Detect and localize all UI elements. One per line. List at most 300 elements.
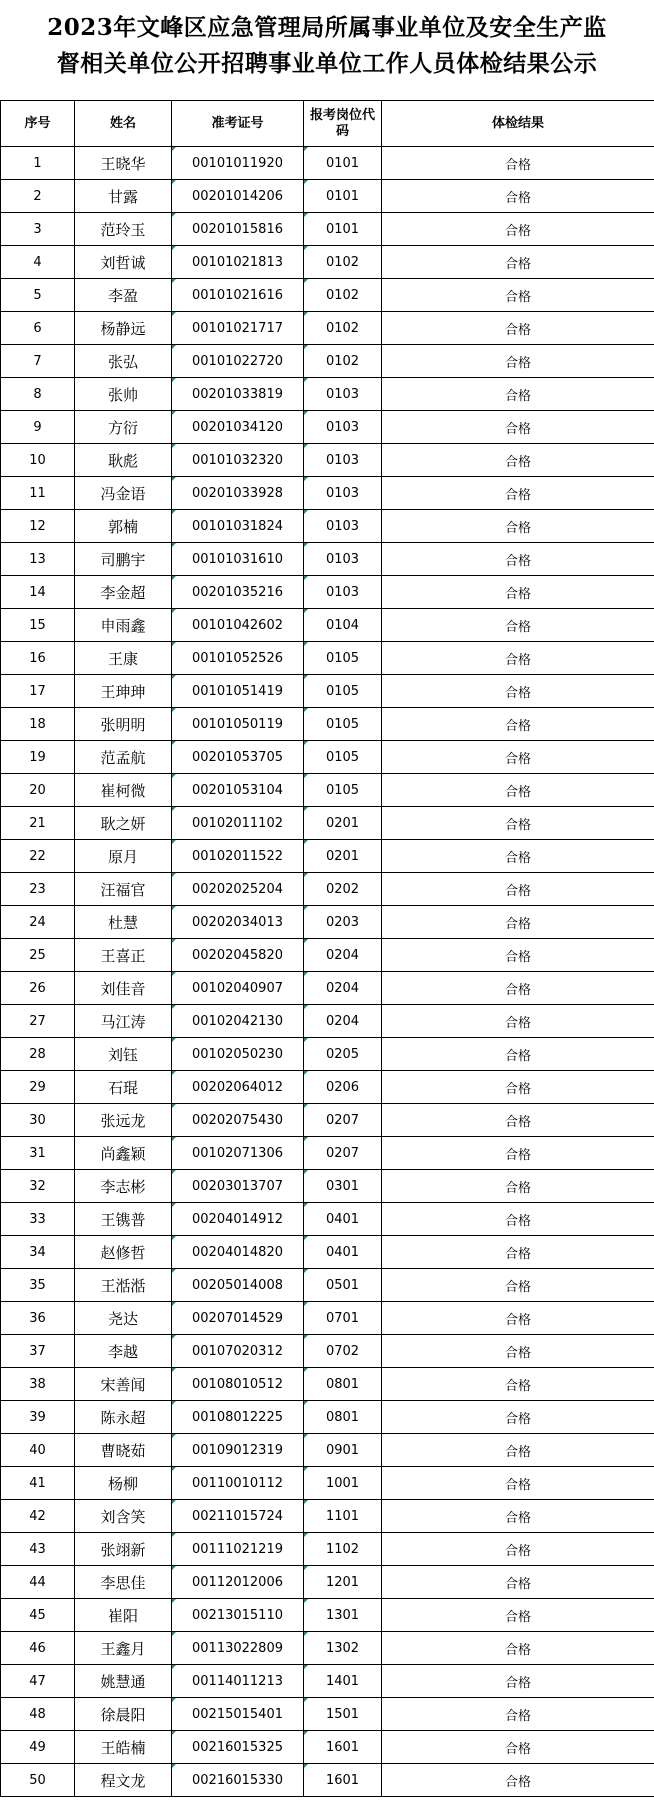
cell-seq: 12 bbox=[1, 510, 75, 543]
cell-exam-id: 00202064012 bbox=[172, 1071, 304, 1104]
cell-seq: 22 bbox=[1, 840, 75, 873]
table-row bbox=[1, 246, 654, 279]
cell-result: 合格 bbox=[382, 1038, 654, 1071]
table-row bbox=[1, 972, 654, 1005]
header-row bbox=[1, 101, 654, 147]
table-row bbox=[1, 213, 654, 246]
cell-result: 合格 bbox=[382, 1698, 654, 1731]
cell-exam-id: 00202034013 bbox=[172, 906, 304, 939]
table-row bbox=[1, 543, 654, 576]
cell-name: 汪福官 bbox=[75, 873, 172, 906]
cell-result: 合格 bbox=[382, 1335, 654, 1368]
cell-exam-id: 00101022720 bbox=[172, 345, 304, 378]
cell-name: 原月 bbox=[75, 840, 172, 873]
cell-exam-id: 00102050230 bbox=[172, 1038, 304, 1071]
cell-seq: 47 bbox=[1, 1665, 75, 1698]
cell-result: 合格 bbox=[382, 1137, 654, 1170]
cell-exam-id: 00111021219 bbox=[172, 1533, 304, 1566]
cell-seq: 49 bbox=[1, 1731, 75, 1764]
cell-seq: 16 bbox=[1, 642, 75, 675]
cell-result: 合格 bbox=[382, 906, 654, 939]
cell-post-code: 0205 bbox=[304, 1038, 382, 1071]
table-row bbox=[1, 1269, 654, 1302]
cell-exam-id: 00202045820 bbox=[172, 939, 304, 972]
table-row bbox=[1, 1434, 654, 1467]
cell-result: 合格 bbox=[382, 411, 654, 444]
cell-exam-id: 00201033819 bbox=[172, 378, 304, 411]
cell-result: 合格 bbox=[382, 675, 654, 708]
cell-name: 程文龙 bbox=[75, 1764, 172, 1797]
cell-post-code: 0101 bbox=[304, 213, 382, 246]
cell-name: 王湉湉 bbox=[75, 1269, 172, 1302]
cell-result: 合格 bbox=[382, 873, 654, 906]
title-line-1: 2023年文峰区应急管理局所属事业单位及安全生产监 bbox=[47, 14, 607, 41]
table-row bbox=[1, 1038, 654, 1071]
cell-result: 合格 bbox=[382, 1500, 654, 1533]
header-seq: 序号 bbox=[1, 101, 75, 147]
table-row bbox=[1, 1203, 654, 1236]
cell-result: 合格 bbox=[382, 774, 654, 807]
cell-post-code: 0204 bbox=[304, 1005, 382, 1038]
cell-seq: 43 bbox=[1, 1533, 75, 1566]
cell-exam-id: 00101011920 bbox=[172, 147, 304, 180]
cell-seq: 29 bbox=[1, 1071, 75, 1104]
cell-result: 合格 bbox=[382, 1467, 654, 1500]
cell-seq: 31 bbox=[1, 1137, 75, 1170]
cell-result: 合格 bbox=[382, 609, 654, 642]
table-row bbox=[1, 1104, 654, 1137]
cell-seq: 45 bbox=[1, 1599, 75, 1632]
table-row bbox=[1, 411, 654, 444]
cell-result: 合格 bbox=[382, 1368, 654, 1401]
cell-name: 张帅 bbox=[75, 378, 172, 411]
cell-post-code: 0401 bbox=[304, 1236, 382, 1269]
cell-name: 刘哲诚 bbox=[75, 246, 172, 279]
cell-result: 合格 bbox=[382, 939, 654, 972]
cell-exam-id: 00203013707 bbox=[172, 1170, 304, 1203]
cell-seq: 42 bbox=[1, 1500, 75, 1533]
cell-exam-id: 00108012225 bbox=[172, 1401, 304, 1434]
cell-post-code: 0702 bbox=[304, 1335, 382, 1368]
cell-post-code: 0105 bbox=[304, 675, 382, 708]
table-row bbox=[1, 147, 654, 180]
cell-seq: 38 bbox=[1, 1368, 75, 1401]
cell-exam-id: 00101052526 bbox=[172, 642, 304, 675]
cell-exam-id: 00102011102 bbox=[172, 807, 304, 840]
results-table bbox=[0, 100, 654, 1797]
cell-seq: 39 bbox=[1, 1401, 75, 1434]
cell-post-code: 0701 bbox=[304, 1302, 382, 1335]
cell-exam-id: 00213015110 bbox=[172, 1599, 304, 1632]
cell-exam-id: 00205014008 bbox=[172, 1269, 304, 1302]
table-row bbox=[1, 477, 654, 510]
cell-exam-id: 00113022809 bbox=[172, 1632, 304, 1665]
cell-name: 李盈 bbox=[75, 279, 172, 312]
cell-post-code: 0103 bbox=[304, 543, 382, 576]
cell-result: 合格 bbox=[382, 378, 654, 411]
cell-result: 合格 bbox=[382, 642, 654, 675]
table-row bbox=[1, 1137, 654, 1170]
table-body bbox=[1, 147, 654, 1797]
cell-seq: 35 bbox=[1, 1269, 75, 1302]
cell-post-code: 0103 bbox=[304, 510, 382, 543]
cell-exam-id: 00204014820 bbox=[172, 1236, 304, 1269]
cell-exam-id: 00114011213 bbox=[172, 1665, 304, 1698]
cell-post-code: 0103 bbox=[304, 411, 382, 444]
cell-post-code: 1601 bbox=[304, 1764, 382, 1797]
cell-seq: 41 bbox=[1, 1467, 75, 1500]
table-row bbox=[1, 1764, 654, 1797]
header-name: 姓名 bbox=[75, 101, 172, 147]
cell-exam-id: 00101031824 bbox=[172, 510, 304, 543]
table-row bbox=[1, 1698, 654, 1731]
cell-name: 尚鑫颖 bbox=[75, 1137, 172, 1170]
cell-name: 王晓华 bbox=[75, 147, 172, 180]
cell-name: 申雨鑫 bbox=[75, 609, 172, 642]
cell-post-code: 0201 bbox=[304, 807, 382, 840]
cell-exam-id: 00101051419 bbox=[172, 675, 304, 708]
cell-seq: 5 bbox=[1, 279, 75, 312]
cell-result: 合格 bbox=[382, 741, 654, 774]
cell-post-code: 1401 bbox=[304, 1665, 382, 1698]
cell-result: 合格 bbox=[382, 840, 654, 873]
cell-exam-id: 00102040907 bbox=[172, 972, 304, 1005]
table-row bbox=[1, 1632, 654, 1665]
cell-exam-id: 00101021616 bbox=[172, 279, 304, 312]
cell-name: 王康 bbox=[75, 642, 172, 675]
cell-name: 范孟航 bbox=[75, 741, 172, 774]
cell-result: 合格 bbox=[382, 213, 654, 246]
cell-seq: 46 bbox=[1, 1632, 75, 1665]
table-row bbox=[1, 345, 654, 378]
cell-post-code: 1601 bbox=[304, 1731, 382, 1764]
cell-post-code: 0801 bbox=[304, 1401, 382, 1434]
cell-result: 合格 bbox=[382, 1269, 654, 1302]
cell-name: 司鹏宇 bbox=[75, 543, 172, 576]
cell-exam-id: 00101032320 bbox=[172, 444, 304, 477]
table-row bbox=[1, 1236, 654, 1269]
cell-seq: 17 bbox=[1, 675, 75, 708]
table-row bbox=[1, 906, 654, 939]
table-row bbox=[1, 444, 654, 477]
cell-name: 王珅珅 bbox=[75, 675, 172, 708]
cell-exam-id: 00101031610 bbox=[172, 543, 304, 576]
cell-result: 合格 bbox=[382, 246, 654, 279]
cell-result: 合格 bbox=[382, 543, 654, 576]
cell-post-code: 0901 bbox=[304, 1434, 382, 1467]
cell-result: 合格 bbox=[382, 477, 654, 510]
cell-name: 刘钰 bbox=[75, 1038, 172, 1071]
cell-result: 合格 bbox=[382, 1731, 654, 1764]
cell-result: 合格 bbox=[382, 510, 654, 543]
cell-seq: 1 bbox=[1, 147, 75, 180]
cell-name: 耿之妍 bbox=[75, 807, 172, 840]
cell-exam-id: 00101021717 bbox=[172, 312, 304, 345]
cell-post-code: 0101 bbox=[304, 180, 382, 213]
cell-result: 合格 bbox=[382, 1599, 654, 1632]
cell-seq: 3 bbox=[1, 213, 75, 246]
table-row bbox=[1, 1500, 654, 1533]
cell-post-code: 0301 bbox=[304, 1170, 382, 1203]
table-row bbox=[1, 642, 654, 675]
cell-exam-id: 00204014912 bbox=[172, 1203, 304, 1236]
cell-post-code: 0204 bbox=[304, 939, 382, 972]
cell-exam-id: 00201034120 bbox=[172, 411, 304, 444]
table-row bbox=[1, 609, 654, 642]
cell-post-code: 0103 bbox=[304, 477, 382, 510]
cell-seq: 7 bbox=[1, 345, 75, 378]
cell-result: 合格 bbox=[382, 1005, 654, 1038]
table-row bbox=[1, 1566, 654, 1599]
table-row bbox=[1, 1665, 654, 1698]
cell-result: 合格 bbox=[382, 1236, 654, 1269]
cell-post-code: 0201 bbox=[304, 840, 382, 873]
cell-seq: 48 bbox=[1, 1698, 75, 1731]
cell-name: 尧达 bbox=[75, 1302, 172, 1335]
cell-seq: 28 bbox=[1, 1038, 75, 1071]
table-row bbox=[1, 510, 654, 543]
table-row bbox=[1, 1368, 654, 1401]
cell-seq: 20 bbox=[1, 774, 75, 807]
cell-post-code: 0102 bbox=[304, 345, 382, 378]
cell-name: 李金超 bbox=[75, 576, 172, 609]
cell-result: 合格 bbox=[382, 576, 654, 609]
cell-post-code: 0102 bbox=[304, 279, 382, 312]
cell-exam-id: 00201033928 bbox=[172, 477, 304, 510]
cell-name: 张弘 bbox=[75, 345, 172, 378]
cell-seq: 32 bbox=[1, 1170, 75, 1203]
cell-post-code: 0105 bbox=[304, 774, 382, 807]
cell-seq: 2 bbox=[1, 180, 75, 213]
cell-post-code: 0203 bbox=[304, 906, 382, 939]
table-row bbox=[1, 1005, 654, 1038]
cell-result: 合格 bbox=[382, 1566, 654, 1599]
cell-result: 合格 bbox=[382, 312, 654, 345]
table-row bbox=[1, 312, 654, 345]
table-row bbox=[1, 741, 654, 774]
table-row bbox=[1, 576, 654, 609]
cell-post-code: 0207 bbox=[304, 1104, 382, 1137]
cell-name: 石琨 bbox=[75, 1071, 172, 1104]
cell-exam-id: 00102042130 bbox=[172, 1005, 304, 1038]
cell-exam-id: 00201053104 bbox=[172, 774, 304, 807]
cell-seq: 8 bbox=[1, 378, 75, 411]
cell-post-code: 1102 bbox=[304, 1533, 382, 1566]
cell-name: 杨静远 bbox=[75, 312, 172, 345]
cell-seq: 13 bbox=[1, 543, 75, 576]
cell-exam-id: 00216015330 bbox=[172, 1764, 304, 1797]
cell-post-code: 0401 bbox=[304, 1203, 382, 1236]
cell-name: 李越 bbox=[75, 1335, 172, 1368]
cell-post-code: 1001 bbox=[304, 1467, 382, 1500]
cell-name: 姚慧通 bbox=[75, 1665, 172, 1698]
cell-name: 冯金语 bbox=[75, 477, 172, 510]
table-row bbox=[1, 774, 654, 807]
table-row bbox=[1, 1533, 654, 1566]
cell-exam-id: 00211015724 bbox=[172, 1500, 304, 1533]
cell-result: 合格 bbox=[382, 708, 654, 741]
cell-result: 合格 bbox=[382, 1401, 654, 1434]
cell-name: 杜慧 bbox=[75, 906, 172, 939]
cell-post-code: 0202 bbox=[304, 873, 382, 906]
cell-post-code: 1302 bbox=[304, 1632, 382, 1665]
cell-name: 张翊新 bbox=[75, 1533, 172, 1566]
table-row bbox=[1, 939, 654, 972]
cell-seq: 30 bbox=[1, 1104, 75, 1137]
cell-post-code: 0105 bbox=[304, 708, 382, 741]
cell-seq: 34 bbox=[1, 1236, 75, 1269]
cell-result: 合格 bbox=[382, 279, 654, 312]
cell-result: 合格 bbox=[382, 972, 654, 1005]
cell-name: 杨柳 bbox=[75, 1467, 172, 1500]
cell-seq: 9 bbox=[1, 411, 75, 444]
cell-post-code: 0103 bbox=[304, 576, 382, 609]
cell-exam-id: 00110010112 bbox=[172, 1467, 304, 1500]
cell-name: 张远龙 bbox=[75, 1104, 172, 1137]
cell-seq: 37 bbox=[1, 1335, 75, 1368]
table-row bbox=[1, 1335, 654, 1368]
cell-name: 刘佳音 bbox=[75, 972, 172, 1005]
table-row bbox=[1, 378, 654, 411]
header-exam-id: 准考证号 bbox=[172, 101, 304, 147]
cell-name: 王喜正 bbox=[75, 939, 172, 972]
cell-exam-id: 00201015816 bbox=[172, 213, 304, 246]
cell-post-code: 0103 bbox=[304, 444, 382, 477]
table-row bbox=[1, 1467, 654, 1500]
cell-name: 王镌普 bbox=[75, 1203, 172, 1236]
cell-seq: 27 bbox=[1, 1005, 75, 1038]
table-row bbox=[1, 1599, 654, 1632]
cell-seq: 23 bbox=[1, 873, 75, 906]
cell-exam-id: 00216015325 bbox=[172, 1731, 304, 1764]
cell-result: 合格 bbox=[382, 1434, 654, 1467]
cell-name: 崔阳 bbox=[75, 1599, 172, 1632]
cell-name: 李思佳 bbox=[75, 1566, 172, 1599]
table-row bbox=[1, 675, 654, 708]
cell-result: 合格 bbox=[382, 147, 654, 180]
cell-exam-id: 00201053705 bbox=[172, 741, 304, 774]
cell-result: 合格 bbox=[382, 345, 654, 378]
table-row bbox=[1, 279, 654, 312]
cell-name: 李志彬 bbox=[75, 1170, 172, 1203]
cell-result: 合格 bbox=[382, 1533, 654, 1566]
cell-exam-id: 00101021813 bbox=[172, 246, 304, 279]
cell-name: 范玲玉 bbox=[75, 213, 172, 246]
cell-exam-id: 00108010512 bbox=[172, 1368, 304, 1401]
cell-exam-id: 00102071306 bbox=[172, 1137, 304, 1170]
cell-post-code: 1301 bbox=[304, 1599, 382, 1632]
cell-name: 王皓楠 bbox=[75, 1731, 172, 1764]
cell-post-code: 1201 bbox=[304, 1566, 382, 1599]
cell-seq: 24 bbox=[1, 906, 75, 939]
header-post-code: 报考岗位代码 bbox=[304, 101, 382, 147]
cell-exam-id: 00215015401 bbox=[172, 1698, 304, 1731]
cell-name: 甘露 bbox=[75, 180, 172, 213]
cell-exam-id: 00102011522 bbox=[172, 840, 304, 873]
cell-result: 合格 bbox=[382, 180, 654, 213]
table-row bbox=[1, 1302, 654, 1335]
cell-post-code: 0801 bbox=[304, 1368, 382, 1401]
table-row bbox=[1, 1731, 654, 1764]
cell-exam-id: 00112012006 bbox=[172, 1566, 304, 1599]
cell-seq: 4 bbox=[1, 246, 75, 279]
cell-name: 崔柯微 bbox=[75, 774, 172, 807]
table-row bbox=[1, 1401, 654, 1434]
cell-name: 张明明 bbox=[75, 708, 172, 741]
cell-name: 王鑫月 bbox=[75, 1632, 172, 1665]
cell-result: 合格 bbox=[382, 1302, 654, 1335]
cell-post-code: 0105 bbox=[304, 642, 382, 675]
cell-post-code: 0207 bbox=[304, 1137, 382, 1170]
cell-post-code: 0206 bbox=[304, 1071, 382, 1104]
cell-seq: 6 bbox=[1, 312, 75, 345]
cell-seq: 21 bbox=[1, 807, 75, 840]
cell-post-code: 0204 bbox=[304, 972, 382, 1005]
cell-result: 合格 bbox=[382, 1104, 654, 1137]
cell-exam-id: 00101050119 bbox=[172, 708, 304, 741]
cell-seq: 40 bbox=[1, 1434, 75, 1467]
cell-name: 马江涛 bbox=[75, 1005, 172, 1038]
cell-name: 徐晨阳 bbox=[75, 1698, 172, 1731]
cell-post-code: 0103 bbox=[304, 378, 382, 411]
cell-result: 合格 bbox=[382, 1665, 654, 1698]
cell-result: 合格 bbox=[382, 444, 654, 477]
document-title bbox=[0, 0, 654, 92]
cell-seq: 50 bbox=[1, 1764, 75, 1797]
cell-seq: 26 bbox=[1, 972, 75, 1005]
cell-result: 合格 bbox=[382, 1764, 654, 1797]
cell-seq: 36 bbox=[1, 1302, 75, 1335]
cell-post-code: 0102 bbox=[304, 312, 382, 345]
cell-post-code: 0102 bbox=[304, 246, 382, 279]
cell-result: 合格 bbox=[382, 1170, 654, 1203]
cell-seq: 11 bbox=[1, 477, 75, 510]
cell-post-code: 0101 bbox=[304, 147, 382, 180]
cell-exam-id: 00202075430 bbox=[172, 1104, 304, 1137]
cell-seq: 14 bbox=[1, 576, 75, 609]
cell-seq: 10 bbox=[1, 444, 75, 477]
table-row bbox=[1, 708, 654, 741]
cell-result: 合格 bbox=[382, 1632, 654, 1665]
cell-exam-id: 00101042602 bbox=[172, 609, 304, 642]
cell-post-code: 0104 bbox=[304, 609, 382, 642]
cell-name: 方衍 bbox=[75, 411, 172, 444]
cell-post-code: 0501 bbox=[304, 1269, 382, 1302]
table-row bbox=[1, 807, 654, 840]
cell-result: 合格 bbox=[382, 1203, 654, 1236]
cell-exam-id: 00107020312 bbox=[172, 1335, 304, 1368]
cell-post-code: 1501 bbox=[304, 1698, 382, 1731]
cell-result: 合格 bbox=[382, 1071, 654, 1104]
table-row bbox=[1, 1071, 654, 1104]
cell-exam-id: 00109012319 bbox=[172, 1434, 304, 1467]
cell-name: 刘含笑 bbox=[75, 1500, 172, 1533]
cell-seq: 33 bbox=[1, 1203, 75, 1236]
cell-name: 郭楠 bbox=[75, 510, 172, 543]
cell-post-code: 1101 bbox=[304, 1500, 382, 1533]
cell-exam-id: 00202025204 bbox=[172, 873, 304, 906]
cell-seq: 25 bbox=[1, 939, 75, 972]
table-row bbox=[1, 840, 654, 873]
title-line-2: 督相关单位公开招聘事业单位工作人员体检结果公示 bbox=[56, 50, 598, 77]
cell-name: 赵修哲 bbox=[75, 1236, 172, 1269]
cell-name: 宋善闻 bbox=[75, 1368, 172, 1401]
cell-post-code: 0105 bbox=[304, 741, 382, 774]
table-row bbox=[1, 873, 654, 906]
cell-exam-id: 00201035216 bbox=[172, 576, 304, 609]
cell-result: 合格 bbox=[382, 807, 654, 840]
cell-seq: 15 bbox=[1, 609, 75, 642]
